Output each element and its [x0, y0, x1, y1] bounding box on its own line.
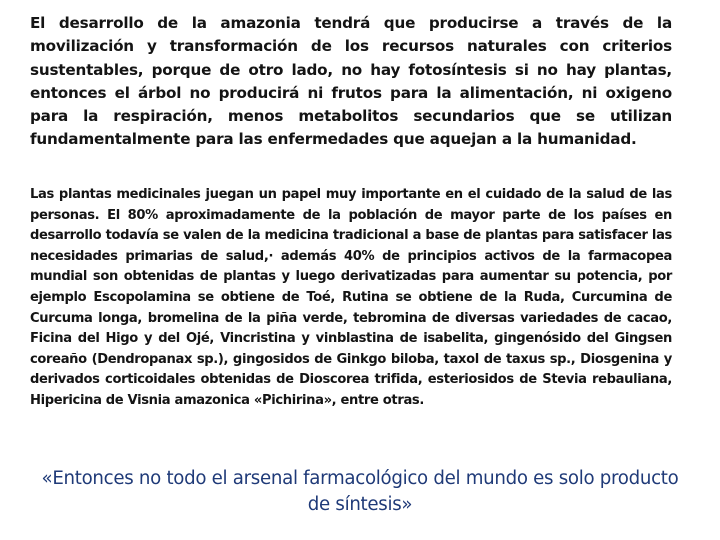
closing-quote: «Entonces no todo el arsenal farmacológico del mundo es solo producto de síntesis» — [41, 468, 679, 515]
intro-paragraph: El desarrollo de la amazonia tendrá que producirse a través de la movilización y transformación de los recursos naturales con criterios sustentables, porque de otro lado, no hay fotosíntesis si no hay plantas, entonces el árbol no producirá ni frutos para la alimentación, ni oxigeno para la respiración, menos metabolitos secundarios que se utilizan fundamentalmente para las enfermedades que aquejan a la humanidad. — [30, 14, 672, 149]
medicinal-plants-paragraph: Las plantas medicinales juegan un papel muy importante en el cuidado de la salud de las personas. El 80% aproximadamente de la población de mayor parte de los países en desarrollo todavía se valen de la medicina tradicional a base de plantas para satisfacer las necesidades primarias de salud,· además 40% de principios activos de la farmacopea mundial son obtenidas de plantas y luego derivatizadas para aumentar su potencia, por ejemplo Escopolamina se obtiene de Toé, Rutina se obtiene de la Ruda, Curcumina de Curcuma longa, bromelina de la piña verde, tebromina de diversas variedades de cacao, Ficina del Higo y del Ojé, Vincristina y vinblastina de isabelita, gingenósido del Gingsen coreaño (Dendropanax sp.), gingosidos de Ginkgo biloba, taxol de taxus sp., Diosgenina y derivados corticoidales obtenidas de Dioscorea trifida, esteriosidos de Stevia rebauliana, Hipericina de Visnia amazonica «Pichirina», entre otras. — [30, 187, 672, 408]
